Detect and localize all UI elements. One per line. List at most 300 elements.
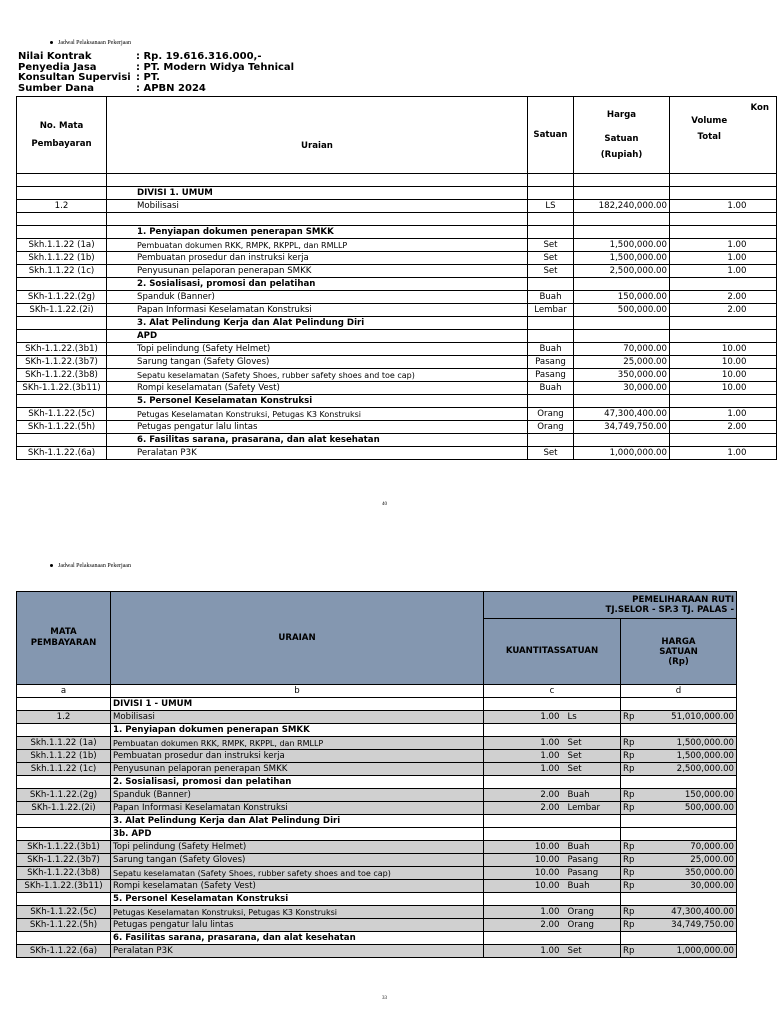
harga-amount: 350,000.00 xyxy=(684,867,735,878)
cell-extra xyxy=(749,408,777,421)
cell-extra xyxy=(749,382,777,395)
cell-volume: 1.00 xyxy=(670,265,749,278)
cell-extra xyxy=(749,330,777,343)
info-row xyxy=(18,84,294,95)
cell-satuan: Orang xyxy=(566,906,621,919)
header-harga-line1: HARGA xyxy=(661,636,696,647)
cell-no: SKh-1.1.22.(3b7) xyxy=(17,854,111,867)
cell-no: SKh-1.1.22.(3b7) xyxy=(17,356,107,369)
cell-volume: 1.00 xyxy=(670,447,749,460)
table-row xyxy=(17,343,777,356)
cell-harga xyxy=(574,434,670,447)
page2-number: 33 xyxy=(382,996,387,1001)
cell-extra xyxy=(749,265,777,278)
table-row xyxy=(17,789,737,802)
cell-no: Skh.1.1.22 (1b) xyxy=(17,252,107,265)
cell-qty: 1.00 xyxy=(484,750,566,763)
cell-harga: 47,300,400.00 xyxy=(574,408,670,421)
harga-amount: 51,010,000.00 xyxy=(671,711,735,722)
table-row xyxy=(17,867,737,880)
cell-qty xyxy=(484,698,566,711)
header-no-mata-line1: No. Mata xyxy=(39,121,84,131)
currency-label: Rp xyxy=(623,750,635,761)
cell-extra xyxy=(749,239,777,252)
cell-no: SKh-1.1.22.(3b8) xyxy=(17,867,111,880)
cell-no: SKh-1.1.22.(3b1) xyxy=(17,841,111,854)
table-row xyxy=(17,317,777,330)
cell-uraian xyxy=(107,213,528,226)
info-label: Sumber Dana xyxy=(18,82,95,94)
table-row xyxy=(17,776,737,789)
cell-volume: 1.00 xyxy=(670,408,749,421)
cell-uraian: Rompi keselamatan (Safety Vest) xyxy=(107,382,528,395)
info-label: Nilai Kontrak xyxy=(18,51,92,62)
cell-harga xyxy=(574,395,670,408)
cell-volume: 10.00 xyxy=(670,382,749,395)
header-mata-line1: MATA xyxy=(50,627,77,637)
table-row xyxy=(17,906,737,919)
cell-uraian: Peralatan P3K xyxy=(107,447,528,460)
cell-extra xyxy=(749,200,777,213)
cell-extra xyxy=(749,252,777,265)
cell-harga xyxy=(621,880,737,893)
cell-harga: 150,000.00 xyxy=(574,291,670,304)
header-volume-line1: Volume xyxy=(691,116,728,126)
cell-volume: 2.00 xyxy=(670,304,749,317)
cell-qty xyxy=(484,776,566,789)
cell-satuan: Set xyxy=(528,447,574,460)
table-row xyxy=(17,724,737,737)
cell-harga xyxy=(621,919,737,932)
cell-no xyxy=(17,174,107,187)
harga-amount: 34,749,750.00 xyxy=(671,919,735,930)
cell-volume xyxy=(670,317,749,330)
harga-value xyxy=(623,712,734,723)
cell-harga: 70,000.00 xyxy=(574,343,670,356)
cell-uraian: Sepatu keselamatan (Safety Shoes, rubber safety shoes and toe cap) xyxy=(107,369,528,382)
cell-satuan xyxy=(528,330,574,343)
table-row xyxy=(17,919,737,932)
cell-harga xyxy=(574,174,670,187)
harga-value xyxy=(623,751,734,762)
cell-no xyxy=(17,278,107,291)
info-value: : APBN 2024 xyxy=(136,84,206,95)
cell-qty xyxy=(484,893,566,906)
cell-extra xyxy=(749,213,777,226)
cell-no: Skh.1.1.22 (1b) xyxy=(17,750,111,763)
cell-extra xyxy=(749,278,777,291)
cell-satuan: Orang xyxy=(528,408,574,421)
table-row xyxy=(17,174,777,187)
cell-harga xyxy=(621,776,737,789)
cell-no xyxy=(17,226,107,239)
table-row xyxy=(17,369,777,382)
cell-volume: 1.00 xyxy=(670,200,749,213)
header-letter-b: b xyxy=(111,685,484,698)
cell-no xyxy=(17,213,107,226)
page1-header-text: Jadwal Pelaksanaan Pekerjaan xyxy=(58,40,131,46)
header-kuantitas-satuan xyxy=(484,619,621,685)
cell-uraian xyxy=(107,174,528,187)
cell-satuan: Set xyxy=(566,750,621,763)
table-row xyxy=(17,828,737,841)
cell-uraian: 2. Sosialisasi, promosi dan pelatihan xyxy=(107,278,528,291)
table-row xyxy=(17,447,777,460)
harga-amount: 2,500,000.00 xyxy=(676,763,735,774)
header-uraian: URAIAN xyxy=(111,592,484,685)
cell-harga xyxy=(621,815,737,828)
cell-harga xyxy=(621,750,737,763)
cell-no: SKh-1.1.22.(2i) xyxy=(17,802,111,815)
cell-no: SKh-1.1.22.(2g) xyxy=(17,789,111,802)
header-volume-line2: Total xyxy=(697,132,721,142)
cell-no: SKh-1.1.22.(5c) xyxy=(17,408,107,421)
harga-value xyxy=(623,946,734,957)
cell-satuan: Buah xyxy=(528,291,574,304)
cell-no: Skh.1.1.22 (1c) xyxy=(17,265,107,278)
page2-table xyxy=(16,591,737,958)
cell-no: Skh.1.1.22 (1a) xyxy=(17,737,111,750)
currency-label: Rp xyxy=(623,854,635,865)
currency-label: Rp xyxy=(623,906,635,917)
cell-uraian: 3b. APD xyxy=(111,828,484,841)
page1-table-wrapper xyxy=(0,96,770,458)
header-harga-line3: (Rupiah) xyxy=(600,150,643,160)
cell-extra xyxy=(749,226,777,239)
cell-satuan: Ls xyxy=(566,711,621,724)
info-value: : PT. Modern Widya Tehnical xyxy=(136,63,294,74)
cell-qty: 10.00 xyxy=(484,841,566,854)
cell-no: SKh-1.1.22.(5c) xyxy=(17,906,111,919)
cell-uraian: Topi pelindung (Safety Helmet) xyxy=(111,841,484,854)
cell-qty: 1.00 xyxy=(484,763,566,776)
cell-qty: 2.00 xyxy=(484,789,566,802)
cell-volume: 1.00 xyxy=(670,239,749,252)
harga-amount: 1,000,000.00 xyxy=(676,945,735,956)
cell-extra xyxy=(749,291,777,304)
cell-satuan xyxy=(566,698,621,711)
cell-volume xyxy=(670,330,749,343)
header-harga-satuan xyxy=(621,619,737,685)
header-satuan: SATUAN xyxy=(559,646,599,657)
cell-uraian: Sepatu keselamatan (Safety Shoes, rubber safety shoes and toe cap) xyxy=(111,867,484,880)
contract-info xyxy=(18,52,294,94)
cell-no: 1.2 xyxy=(17,711,111,724)
currency-label: Rp xyxy=(623,711,635,722)
cell-harga: 350,000.00 xyxy=(574,369,670,382)
cell-no: SKh-1.1.22.(5h) xyxy=(17,919,111,932)
cell-satuan xyxy=(528,174,574,187)
table-row xyxy=(17,187,777,200)
table-row xyxy=(17,213,777,226)
header-harga-line3: (Rp) xyxy=(668,656,689,667)
table-row xyxy=(17,395,777,408)
table-row xyxy=(17,200,777,213)
harga-amount: 1,500,000.00 xyxy=(676,750,735,761)
cell-no xyxy=(17,187,107,200)
header-letter-d: d xyxy=(621,685,737,698)
cell-satuan xyxy=(528,317,574,330)
cell-uraian: 2. Sosialisasi, promosi dan pelatihan xyxy=(111,776,484,789)
cell-qty: 10.00 xyxy=(484,867,566,880)
cell-volume: 10.00 xyxy=(670,343,749,356)
cell-satuan xyxy=(528,434,574,447)
info-value: : PT. xyxy=(136,73,160,84)
header-harga-line1: Harga xyxy=(606,110,637,120)
cell-harga xyxy=(574,187,670,200)
cell-volume: 2.00 xyxy=(670,291,749,304)
cell-uraian: 6. Fasilitas sarana, prasarana, dan alat kesehatan xyxy=(111,932,484,945)
cell-satuan: Set xyxy=(566,737,621,750)
cell-extra xyxy=(749,447,777,460)
cell-uraian: APD xyxy=(107,330,528,343)
info-label: Konsultan Supervisi xyxy=(18,72,131,83)
cell-qty: 10.00 xyxy=(484,854,566,867)
table-row xyxy=(17,880,737,893)
table-row xyxy=(17,278,777,291)
cell-no xyxy=(17,893,111,906)
cell-uraian: 3. Alat Pelindung Kerja dan Alat Pelindung Diri xyxy=(111,815,484,828)
cell-uraian: Sarung tangan (Safety Gloves) xyxy=(107,356,528,369)
cell-harga xyxy=(574,317,670,330)
table-row xyxy=(17,239,777,252)
cell-satuan: Buah xyxy=(566,841,621,854)
cell-no: SKh-1.1.22.(3b11) xyxy=(17,382,107,395)
cell-harga xyxy=(621,854,737,867)
cell-no: SKh-1.1.22.(3b8) xyxy=(17,369,107,382)
header-mata-pembayaran xyxy=(17,592,111,685)
cell-no: SKh-1.1.22.(3b1) xyxy=(17,343,107,356)
cell-harga xyxy=(621,711,737,724)
cell-harga: 1,000,000.00 xyxy=(574,447,670,460)
currency-label: Rp xyxy=(623,841,635,852)
cell-satuan: Pasang xyxy=(528,369,574,382)
cell-uraian: Petugas Keselamatan Konstruksi, Petugas K3 Konstruksi xyxy=(107,408,528,421)
cell-satuan: Buah xyxy=(528,343,574,356)
table-row xyxy=(17,330,777,343)
page2-header-text: Jadwal Pelaksanaan Pekerjaan xyxy=(58,563,131,569)
cell-satuan: Lembar xyxy=(528,304,574,317)
cell-uraian: Pembuatan prosedur dan instruksi kerja xyxy=(111,750,484,763)
table-row xyxy=(17,291,777,304)
cell-uraian: Pembuatan dokumen RKK, RMPK, RKPPL, dan RMLLP xyxy=(107,239,528,252)
cell-uraian: DIVISI 1. UMUM xyxy=(107,187,528,200)
page1-table xyxy=(16,96,777,460)
info-row xyxy=(18,52,294,63)
page1-header xyxy=(50,40,131,46)
cell-harga xyxy=(621,763,737,776)
cell-harga xyxy=(621,906,737,919)
header-letter-a: a xyxy=(17,685,111,698)
cell-harga xyxy=(574,330,670,343)
cell-no xyxy=(17,434,107,447)
table-row xyxy=(17,304,777,317)
cell-no xyxy=(17,317,107,330)
cell-volume: 10.00 xyxy=(670,356,749,369)
cell-no xyxy=(17,395,107,408)
cell-extra xyxy=(749,343,777,356)
cell-satuan: Set xyxy=(528,265,574,278)
cell-satuan: Pasang xyxy=(566,854,621,867)
cell-satuan xyxy=(566,724,621,737)
cell-harga: 1,500,000.00 xyxy=(574,239,670,252)
harga-value xyxy=(623,920,734,931)
cell-no: Skh.1.1.22 (1a) xyxy=(17,239,107,252)
cell-qty: 2.00 xyxy=(484,802,566,815)
cell-volume xyxy=(670,226,749,239)
cell-harga xyxy=(621,828,737,841)
cell-harga: 34,749,750.00 xyxy=(574,421,670,434)
cell-harga: 30,000.00 xyxy=(574,382,670,395)
cell-extra xyxy=(749,174,777,187)
table-row xyxy=(17,421,777,434)
harga-value xyxy=(623,803,734,814)
cell-no: 1.2 xyxy=(17,200,107,213)
cell-qty: 1.00 xyxy=(484,906,566,919)
table-row xyxy=(17,737,737,750)
cell-uraian: 5. Personel Keselamatan Konstruksi xyxy=(107,395,528,408)
header-no-mata xyxy=(17,97,107,174)
cell-uraian: 1. Penyiapan dokumen penerapan SMKK xyxy=(107,226,528,239)
cell-uraian: Mobilisasi xyxy=(107,200,528,213)
cell-no: SKh-1.1.22.(3b11) xyxy=(17,880,111,893)
cell-harga: 500,000.00 xyxy=(574,304,670,317)
header-project xyxy=(484,592,737,619)
page2-table-wrapper xyxy=(0,591,736,967)
table-row xyxy=(17,893,737,906)
harga-amount: 150,000.00 xyxy=(684,789,735,800)
info-row xyxy=(18,73,294,84)
cell-satuan xyxy=(566,893,621,906)
cell-harga xyxy=(621,932,737,945)
cell-harga xyxy=(621,802,737,815)
cell-harga: 182,240,000.00 xyxy=(574,200,670,213)
cell-satuan: Set xyxy=(566,945,621,958)
cell-no: Skh.1.1.22 (1c) xyxy=(17,763,111,776)
cell-volume xyxy=(670,213,749,226)
cell-harga: 2,500,000.00 xyxy=(574,265,670,278)
cell-satuan: Pasang xyxy=(566,867,621,880)
cell-qty: 1.00 xyxy=(484,945,566,958)
cell-qty xyxy=(484,932,566,945)
info-label: Penyedia Jasa xyxy=(18,61,97,73)
table-row xyxy=(17,408,777,421)
bullet-icon xyxy=(50,564,53,567)
cell-harga: 1,500,000.00 xyxy=(574,252,670,265)
header-harga xyxy=(574,97,670,174)
cell-volume xyxy=(670,278,749,291)
cell-volume xyxy=(670,395,749,408)
cell-uraian: Topi pelindung (Safety Helmet) xyxy=(107,343,528,356)
cell-satuan xyxy=(528,213,574,226)
table-row xyxy=(17,356,777,369)
cell-no xyxy=(17,815,111,828)
harga-amount: 47,300,400.00 xyxy=(671,906,735,917)
cell-harga xyxy=(621,867,737,880)
table-row xyxy=(17,252,777,265)
cell-uraian: Peralatan P3K xyxy=(111,945,484,958)
header-harga-line2: Satuan xyxy=(604,134,639,144)
cell-extra xyxy=(749,421,777,434)
cell-volume: 2.00 xyxy=(670,421,749,434)
cell-uraian: Spanduk (Banner) xyxy=(111,789,484,802)
cell-uraian: Pembuatan prosedur dan instruksi kerja xyxy=(107,252,528,265)
cell-uraian: Petugas pengatur lalu lintas xyxy=(111,919,484,932)
cell-extra xyxy=(749,434,777,447)
cell-uraian: DIVISI 1 - UMUM xyxy=(111,698,484,711)
table-row xyxy=(17,815,737,828)
table-row xyxy=(17,841,737,854)
cell-qty xyxy=(484,724,566,737)
harga-amount: 500,000.00 xyxy=(684,802,735,813)
cell-no: SKh-1.1.22.(6a) xyxy=(17,945,111,958)
header-pembayaran-line2: Pembayaran xyxy=(31,139,92,149)
currency-label: Rp xyxy=(623,945,635,956)
bullet-icon xyxy=(50,41,53,44)
table-row xyxy=(17,434,777,447)
cell-satuan: Set xyxy=(528,252,574,265)
harga-value xyxy=(623,868,734,879)
header-kuantitas: KUANTITAS xyxy=(505,646,560,657)
cell-no: SKh-1.1.22.(2g) xyxy=(17,291,107,304)
table-row xyxy=(17,750,737,763)
header-volume xyxy=(670,97,749,174)
cell-volume: 10.00 xyxy=(670,369,749,382)
cell-uraian: Petugas Keselamatan Konstruksi, Petugas K3 Konstruksi xyxy=(111,906,484,919)
header-project-line2: TJ.SELOR - SP.3 TJ. PALAS - xyxy=(605,605,735,616)
cell-satuan xyxy=(566,932,621,945)
cell-uraian: Papan Informasi Keselamatan Konstruksi xyxy=(111,802,484,815)
cell-no: SKh-1.1.22.(5h) xyxy=(17,421,107,434)
cell-qty: 1.00 xyxy=(484,737,566,750)
cell-uraian: Pembuatan dokumen RKK, RMPK, RKPPL, dan RMLLP xyxy=(111,737,484,750)
cell-extra xyxy=(749,369,777,382)
header-letter-c: c xyxy=(484,685,621,698)
cell-no xyxy=(17,828,111,841)
cell-satuan: Set xyxy=(528,239,574,252)
harga-value xyxy=(623,881,734,892)
cell-no: SKh-1.1.22.(6a) xyxy=(17,447,107,460)
cell-uraian: Spanduk (Banner) xyxy=(107,291,528,304)
cell-uraian: Rompi keselamatan (Safety Vest) xyxy=(111,880,484,893)
cell-no xyxy=(17,932,111,945)
table-row xyxy=(17,711,737,724)
cell-satuan: Pasang xyxy=(528,356,574,369)
info-value: : Rp. 19.616.316.000,- xyxy=(136,52,262,63)
cell-extra xyxy=(749,317,777,330)
table-row xyxy=(17,932,737,945)
cell-harga xyxy=(621,945,737,958)
cell-volume xyxy=(670,187,749,200)
cell-qty: 1.00 xyxy=(484,711,566,724)
cell-satuan: Set xyxy=(566,763,621,776)
harga-amount: 30,000.00 xyxy=(690,880,735,891)
currency-label: Rp xyxy=(623,867,635,878)
table-row xyxy=(17,265,777,278)
cell-satuan xyxy=(566,828,621,841)
cell-harga xyxy=(574,226,670,239)
table-row xyxy=(17,763,737,776)
cell-uraian: Petugas pengatur lalu lintas xyxy=(107,421,528,434)
cell-extra xyxy=(749,304,777,317)
cell-volume xyxy=(670,434,749,447)
currency-label: Rp xyxy=(623,880,635,891)
cell-qty: 2.00 xyxy=(484,919,566,932)
harga-amount: 25,000.00 xyxy=(690,854,735,865)
cell-extra xyxy=(749,395,777,408)
cell-no xyxy=(17,330,107,343)
cell-uraian: Mobilisasi xyxy=(111,711,484,724)
